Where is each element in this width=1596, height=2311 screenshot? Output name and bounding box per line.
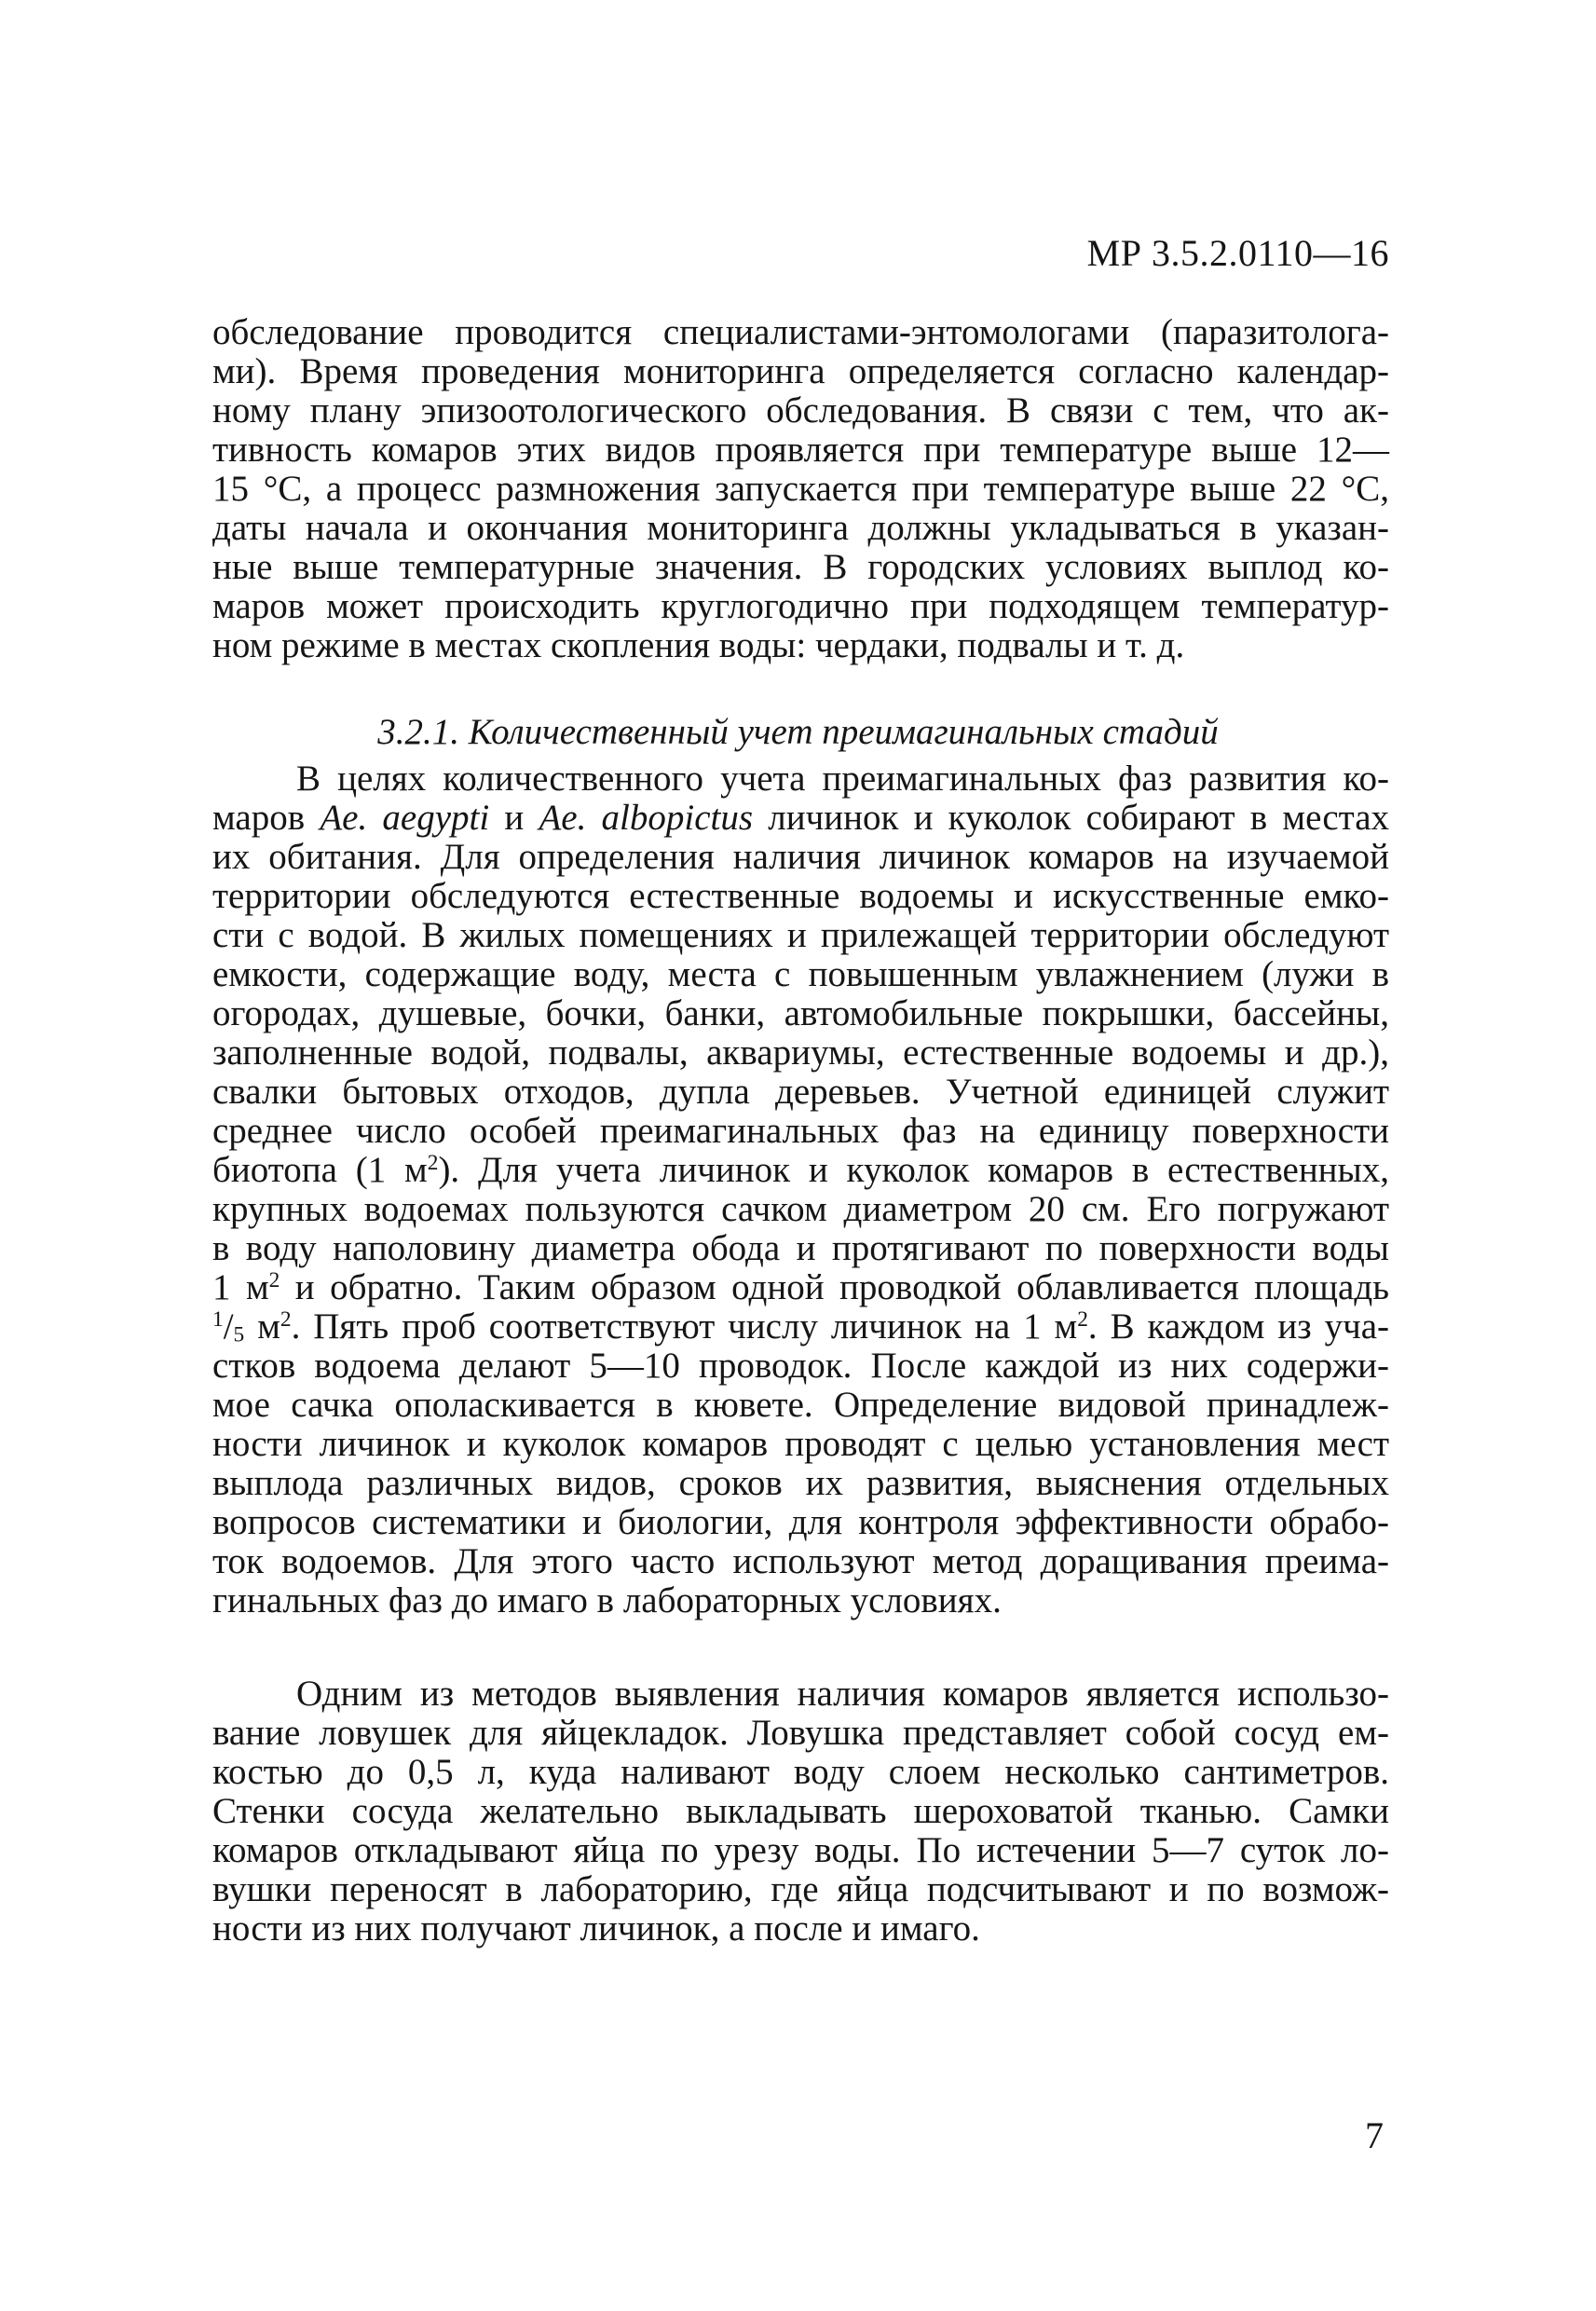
text-line: 1 $м^2$ и обратно. Таким образом одной проводкой облавливается площадь xyxy=(212,1267,1389,1307)
species-name: Ae. albopictus xyxy=(539,798,754,838)
text-line: обследование проводится специалистами-энтомологами (паразитолога- xyxy=(212,312,1389,352)
text-line: вушки переносят в лабораторию, где яйца подсчитывают и по возмож- xyxy=(212,1869,1389,1909)
intro-paragraph xyxy=(212,313,1389,665)
text-line: В целях количественного учета преимагинальных фаз развития ко- xyxy=(296,759,1389,799)
fraction-numerator: 1 xyxy=(212,1307,224,1333)
text-line: гинальных фаз до имаго в лабораторных условиях. xyxy=(212,1580,1002,1620)
document-code-header: МР 3.5.2.0110—16 xyxy=(1086,232,1389,274)
text-line: выплода различных видов, сроков их развития, выяснения отдельных xyxy=(212,1463,1389,1503)
text-line: 15 °С, а процесс размножения запускается при температуре выше 22 °С, xyxy=(212,469,1389,509)
text-line: ном режиме в местах скопления воды: чердаки, подвалы и т. д. xyxy=(212,625,1185,665)
text-line: заполненные водой, подвалы, аквариумы, естественные водоемы и др.), xyxy=(212,1032,1389,1073)
text-line: ми). Время проведения мониторинга определяется согласно календар- xyxy=(212,351,1389,391)
text-line: $^1/_5$ $м^2$. Пять проб соответствуют числу личинок на 1 $м^2$. В каждом из уча- xyxy=(212,1306,1389,1347)
text-line: среднее число особей преимагинальных фаз на единицу поверхности xyxy=(212,1111,1389,1151)
section-heading: 3.2.1. Количественный учет преимагинальных стадий xyxy=(377,712,1219,752)
text-line: маров может происходить круглогодично при подходящем температур- xyxy=(212,586,1389,626)
text-line: Одним из методов выявления наличия комаров является использо- xyxy=(296,1674,1389,1714)
traps-paragraph xyxy=(212,1675,1389,1949)
text-line: биотопа (1 $м^2$). Для учета личинок и куколок комаров в естественных, xyxy=(212,1150,1390,1190)
counting-paragraph xyxy=(212,759,1389,1620)
species-name: Ae. aegypti xyxy=(320,798,490,838)
text-line: вопросов систематики и биологии, для контроля эффективности обрабо- xyxy=(212,1502,1389,1542)
text-line: даты начала и окончания мониторинга должны укладываться в указан- xyxy=(212,508,1389,548)
text-line: тивность комаров этих видов проявляется при температуре выше 12— xyxy=(212,430,1389,470)
text-line: их обитания. Для определения наличия личинок комаров на изучаемой xyxy=(212,837,1389,877)
text-line: костью до 0,5 л, куда наливают воду слоем несколько сантиметров. xyxy=(212,1752,1389,1792)
text-line: комаров откладывают яйца по урезу воды. По истечении 5—7 суток ло- xyxy=(212,1830,1389,1870)
text-line: емкости, содержащие воду, места с повышенным увлажнением (лужи в xyxy=(212,954,1389,994)
text-line: ток водоемов. Для этого часто используют метод доращивания преима- xyxy=(212,1541,1389,1581)
page-number: 7 xyxy=(1365,2114,1384,2156)
text-line: ному плану эпизоотологического обследования. В связи с тем, что ак- xyxy=(212,390,1389,431)
text-line: вание ловушек для яйцекладок. Ловушка представляет собой сосуд ем- xyxy=(212,1713,1389,1753)
text-line: Стенки сосуда желательно выкладывать шероховатой тканью. Самки xyxy=(212,1791,1389,1831)
text-line: ности личинок и куколок комаров проводят с целью установления мест xyxy=(212,1424,1389,1464)
text-line: территории обследуются естественные водоемы и искусственные емко- xyxy=(212,876,1389,916)
text-line: крупных водоемах пользуются сачком диаметром 20 см. Его погружают xyxy=(212,1189,1389,1229)
text-line: сти с водой. В жилых помещениях и прилежащей территории обследуют xyxy=(212,915,1389,955)
fraction-denominator: 5 xyxy=(233,1322,245,1347)
text-line: в воду наполовину диаметра обода и протягивают по поверхности воды xyxy=(212,1228,1389,1268)
text-line: ности из них получают личинок, а после и имаго. xyxy=(212,1908,980,1949)
text-line: стков водоема делают 5—10 проводок. После каждой из них содержи- xyxy=(212,1346,1389,1386)
text-line: огородах, душевые, бочки, банки, автомобильные покрышки, бассейны, xyxy=(212,993,1389,1033)
text-line: ные выше температурные значения. В городских условиях выплод ко- xyxy=(212,547,1389,587)
text-line: свалки бытовых отходов, дупла деревьев. Учетной единицей служит xyxy=(212,1072,1389,1112)
text-line: мое сачка ополаскивается в кювете. Определение видовой принадлеж- xyxy=(212,1385,1389,1425)
text-line: маров Ae. aegypti и Ae. albopictus личинок и куколок собирают в местах xyxy=(212,798,1390,838)
